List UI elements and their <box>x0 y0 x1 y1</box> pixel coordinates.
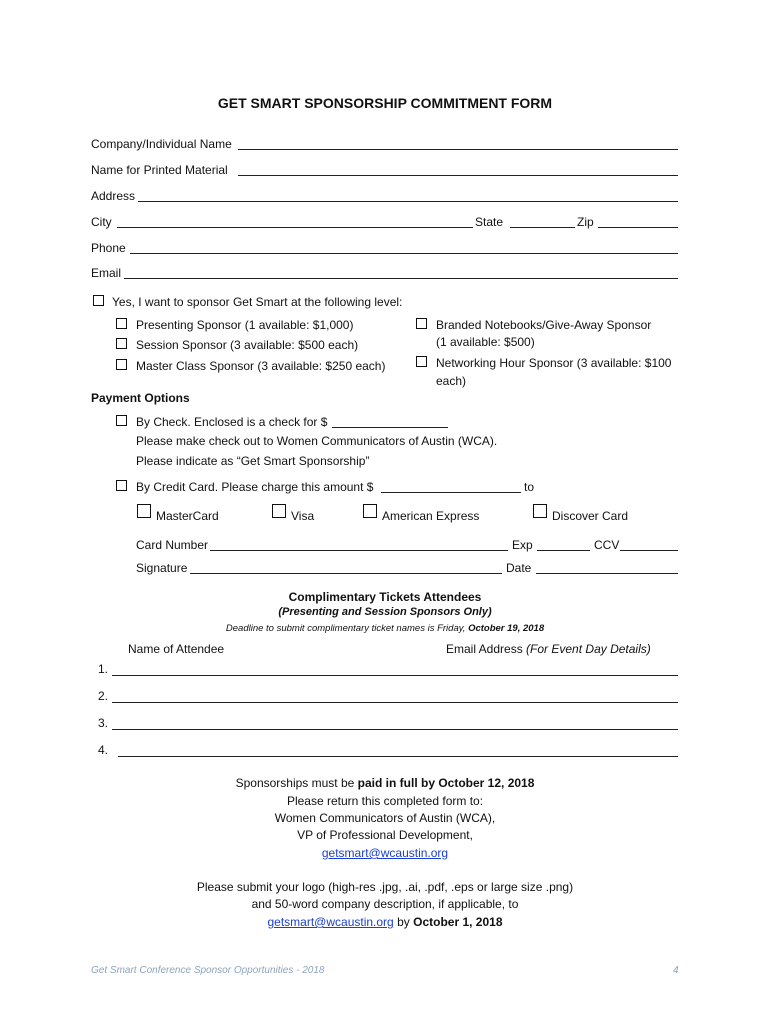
discover-checkbox[interactable] <box>533 504 547 518</box>
attendee-4-field[interactable] <box>118 756 678 757</box>
logo-email-link[interactable]: getsmart@wcaustin.org <box>267 915 394 929</box>
company-label: Company/Individual Name <box>91 137 232 151</box>
payment-deadline-date: paid in full by October 12, 2018 <box>357 776 535 790</box>
notebooks-checkbox[interactable] <box>416 318 427 329</box>
visa-checkbox[interactable] <box>272 504 286 518</box>
date-label: Date <box>506 561 532 575</box>
logo-instructions: Please submit your logo (high-res .jpg, .ai, .pdf, .eps or large size .png) <box>196 880 574 894</box>
phone-label: Phone <box>91 241 126 255</box>
attendee-row-number: 4. <box>98 743 109 757</box>
master-class-label: Master Class Sponsor (3 available: $250 each) <box>136 359 386 373</box>
address-label: Address <box>91 189 136 203</box>
vp-title: VP of Professional Development, <box>297 828 473 842</box>
sponsor-intro: Yes, I want to sponsor Get Smart at the following level: <box>112 295 403 309</box>
logo-deadline-date: October 1, 2018 <box>413 915 503 929</box>
attendee-row-number: 1. <box>98 662 109 676</box>
check-checkbox[interactable] <box>116 415 127 426</box>
col-name-of-attendee: Name of Attendee <box>128 642 225 656</box>
state-field[interactable] <box>510 227 575 228</box>
mastercard-label: MasterCard <box>156 509 219 523</box>
master-class-checkbox[interactable] <box>116 359 127 370</box>
signature-field[interactable] <box>190 573 502 574</box>
attendee-3-field[interactable] <box>112 729 678 730</box>
company-field[interactable] <box>238 149 678 150</box>
tickets-subheading: (Presenting and Session Sponsors Only) <box>278 606 492 618</box>
ccv-field[interactable] <box>620 550 678 551</box>
deadline-text: Deadline to submit complimentary ticket names is Friday, <box>225 623 466 634</box>
zip-field[interactable] <box>598 227 678 228</box>
footer-title: Get Smart Conference Sponsor Opportunities - 2018 <box>91 965 325 976</box>
sponsor-yes-checkbox[interactable] <box>93 295 104 306</box>
return-instructions: Please return this completed form to: <box>286 794 484 808</box>
presenting-checkbox[interactable] <box>116 318 127 329</box>
address-field[interactable] <box>138 201 678 202</box>
city-field[interactable] <box>117 227 473 228</box>
logo-deadline <box>0 915 770 929</box>
card-number-label: Card Number <box>136 538 209 552</box>
email-label: Email <box>91 266 122 280</box>
networking-label: Networking Hour Sponsor (3 available: $100 <box>436 356 672 370</box>
notebooks-price: (1 available: $500) <box>436 335 535 349</box>
page-title: GET SMART SPONSORSHIP COMMITMENT FORM <box>217 95 553 111</box>
col-email-address <box>446 642 651 656</box>
contact-email-wrap <box>0 846 770 860</box>
ccv-label: CCV <box>594 538 620 552</box>
discover-label: Discover Card <box>552 509 629 523</box>
check-memo: Please indicate as “Get Smart Sponsorship” <box>136 454 370 468</box>
date-field[interactable] <box>536 573 678 574</box>
credit-label: By Credit Card. Please charge this amount $ <box>136 480 374 494</box>
notebooks-label: Branded Notebooks/Give-Away Sponsor <box>436 318 652 332</box>
attendee-row-number: 3. <box>98 716 109 730</box>
amex-checkbox[interactable] <box>363 504 377 518</box>
email-field[interactable] <box>124 278 678 279</box>
phone-field[interactable] <box>130 253 678 254</box>
exp-field[interactable] <box>537 550 590 551</box>
check-amount-field[interactable] <box>332 427 448 428</box>
printed-name-field[interactable] <box>238 175 678 176</box>
exp-label: Exp <box>512 538 533 552</box>
networking-checkbox[interactable] <box>416 356 427 367</box>
mastercard-checkbox[interactable] <box>137 504 151 518</box>
col-email-label: Email Address <box>446 642 523 656</box>
printed-name-label: Name for Printed Material <box>91 163 228 177</box>
presenting-label: Presenting Sponsor (1 available: $1,000) <box>136 318 354 332</box>
tickets-heading: Complimentary Tickets Attendees <box>288 590 482 604</box>
visa-label: Visa <box>291 509 315 523</box>
session-label: Session Sponsor (3 available: $500 each) <box>136 338 359 352</box>
city-label: City <box>91 215 112 229</box>
attendee-2-field[interactable] <box>112 702 678 703</box>
contact-email-link[interactable]: getsmart@wcaustin.org <box>321 846 449 860</box>
state-label: State <box>475 215 504 229</box>
credit-amount-field[interactable] <box>381 492 521 493</box>
session-checkbox[interactable] <box>116 338 127 349</box>
networking-price: each) <box>436 374 467 388</box>
zip-label: Zip <box>577 215 594 229</box>
logo-instructions-2: and 50-word company description, if applicable, to <box>251 897 519 911</box>
col-email-note: (For Event Day Details) <box>526 642 651 656</box>
payment-heading: Payment Options <box>91 391 190 405</box>
payment-deadline-text: Sponsorships must be <box>235 776 355 790</box>
page-number: 4 <box>673 965 679 976</box>
attendee-1-field[interactable] <box>112 675 678 676</box>
attendee-row-number: 2. <box>98 689 109 703</box>
amex-label: American Express <box>382 509 480 523</box>
tickets-deadline <box>0 623 770 634</box>
signature-label: Signature <box>136 561 188 575</box>
check-label: By Check. Enclosed is a check for $ <box>136 415 328 429</box>
card-number-field[interactable] <box>210 550 508 551</box>
logo-by: by <box>397 915 410 929</box>
credit-to-label: to <box>524 480 535 494</box>
org-name: Women Communicators of Austin (WCA), <box>274 811 496 825</box>
credit-checkbox[interactable] <box>116 480 127 491</box>
deadline-date: October 19, 2018 <box>468 623 545 634</box>
payment-deadline <box>0 776 770 790</box>
check-payable: Please make check out to Women Communicators of Austin (WCA). <box>136 434 498 448</box>
